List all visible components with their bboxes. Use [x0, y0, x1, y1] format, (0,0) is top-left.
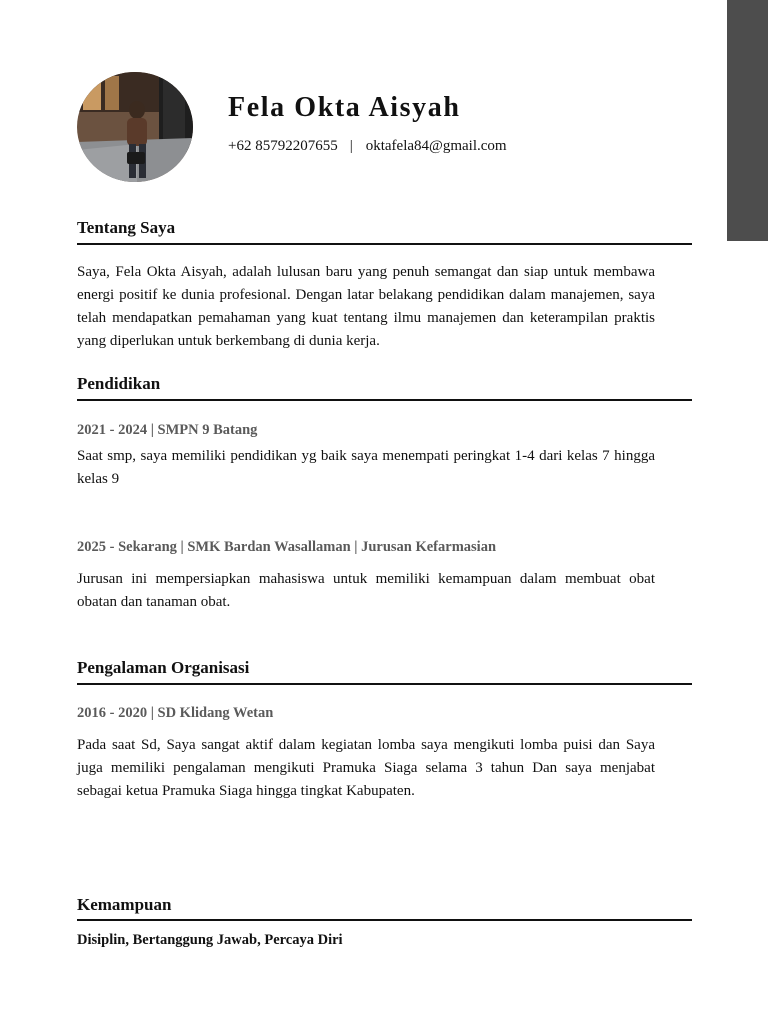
- education-entry-text: Saat smp, saya memiliki pendidikan yg baik saya menempati peringkat 1-4 dari kelas 7 hingga kelas 9: [77, 448, 655, 487]
- section-divider: [77, 243, 692, 245]
- profile-photo-image: [77, 72, 193, 182]
- profile-photo: [77, 72, 193, 182]
- section-title-about: Tentang Saya: [77, 218, 176, 237]
- organization-entry-text: Pada saat Sd, Saya sangat aktif dalam kegiatan lomba saya mengikuti lomba puisi dan Saya juga memiliki pengalaman mengikuti Pramuka Siaga selama 3 tahun Dan saya menjabat sebagai ketua Pramuka Siaga hingga tingkat Kabupaten.: [77, 737, 655, 799]
- education-entry-heading: 2021 - 2024 | SMPN 9 Batang: [77, 422, 258, 438]
- email-address: oktafela84@gmail.com: [365, 138, 507, 154]
- section-title-skills: Kemampuan: [77, 895, 172, 914]
- contact-separator: |: [349, 138, 353, 154]
- contact-info: [228, 138, 507, 155]
- candidate-name: Fela Okta Aisyah: [228, 92, 461, 123]
- section-title-education: Pendidikan: [77, 374, 161, 393]
- section-title-organization: Pengalaman Organisasi: [77, 658, 250, 677]
- section-divider: [77, 919, 692, 921]
- skills-list: Disiplin, Bertanggung Jawab, Percaya Diri: [77, 932, 343, 948]
- about-paragraph: Saya, Fela Okta Aisyah, adalah lulusan baru yang penuh semangat dan siap untuk membawa energi positif ke dunia profesional. Dengan latar belakang pendidikan dalam manajemen, saya telah mendapatkan pemahaman yang kuat tentang ilmu manajemen dan keterampilan praktis yang diperlukan untuk berkembang di dunia kerja.: [77, 264, 655, 349]
- section-divider: [77, 683, 692, 685]
- organization-entry-heading: 2016 - 2020 | SD Klidang Wetan: [77, 705, 274, 721]
- education-entry-text: Jurusan ini mempersiapkan mahasiswa untuk memiliki kemampuan dalam membuat obat obatan dan tanaman obat.: [77, 571, 655, 610]
- scrollbar-thumb[interactable]: [727, 0, 768, 241]
- section-divider: [77, 399, 692, 401]
- phone-number: +62 85792207655: [228, 138, 338, 154]
- education-entry-heading: 2025 - Sekarang | SMK Bardan Wasallaman | Jurusan Kefarmasian: [77, 539, 497, 555]
